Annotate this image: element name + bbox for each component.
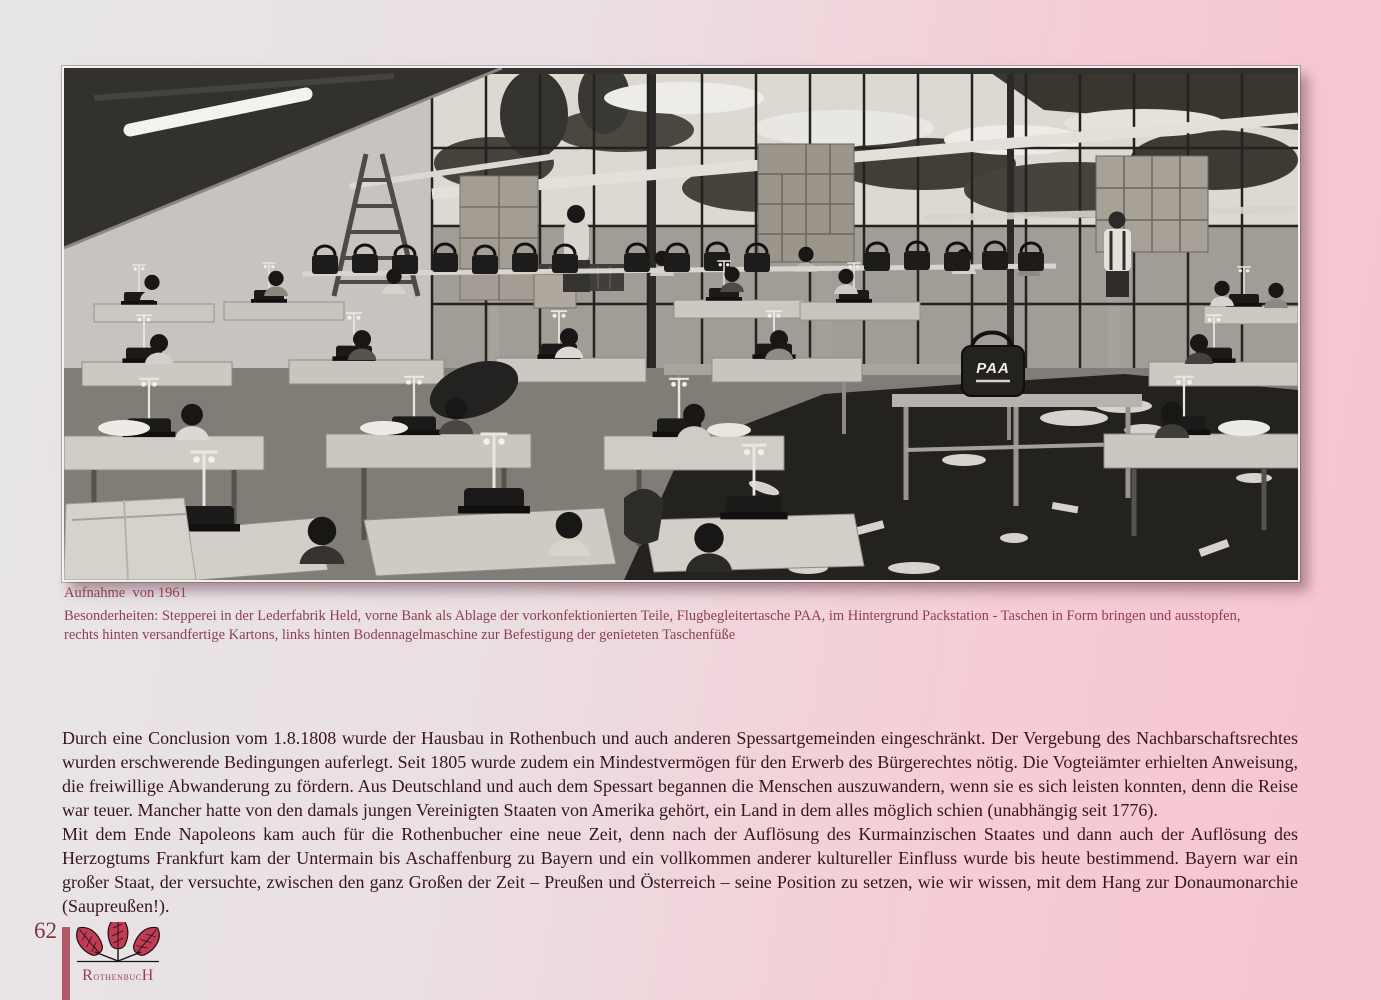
caption-line: Besonderheiten: Stepperei in der Lederfabrik Held, vorne Bank als Ablage der vorkonfektionierten Teile, Flugbegleitertasche PAA, im Hintergrund Packstation - Taschen in Form bringen und ausstopfen, bbox=[64, 607, 1241, 624]
page-number: 62 bbox=[34, 918, 57, 943]
paa-bag-label: PAA bbox=[976, 360, 1010, 377]
paragraph-napoleon-bayern: Mit dem Ende Napoleons kam auch für die Rothenbucher eine neue Zeit, denn nach der Auflösung des Kurmainzischen Staates und dann auch der Auflösung des Herzogtums Frankfurt kam der Untermain bis Aschaffenburg zu Bayern und ein vollkommen anderer kultureller Einfluss wurde bis heute bestimmend. Bayern war ein großer Staat, der versuchte, zwischen den ganz Großen der Zeit – Preußen und Österreich – seine Position zu setzen, wie wir wissen, mit dem Hang zur Donaumonarchie (Saupreußen!). bbox=[62, 824, 1298, 916]
factory-photo-art bbox=[64, 68, 1298, 580]
factory-photo bbox=[62, 66, 1300, 582]
caption-line: rechts hinten versandfertige Kartons, links hinten Bodennagelmaschine zur Befestigung der genieteten Taschenfüße bbox=[64, 627, 736, 643]
beech-leaves-icon bbox=[76, 922, 160, 964]
open-carton bbox=[64, 498, 196, 580]
paragraph-conclusion-1808: Durch eine Conclusion vom 1.8.1808 wurde der Hausbau in Rothenbuch und auch anderen Spessartgemeinden eingeschränkt. Der Vergebung des Nachbarschaftsrechtes wurden erschwerende Bedingungen auferlegt. Seit 1805 wurde zudem ein Mindestvermögen für den Erwerb des Bürgerechtes nötig. Die Vogteiämter erhielten Anweisung, die freiwillige Abwanderung zu fördern. Aus Deutschland und auch dem Spessart begannen die Menschen auszuwandern, wenn sie es sich leisten konnten, denn die Reise war teuer. Mancher hatte von den damals jungen Vereinigten Staaten von Amerika gehört, ein Land in dem alles möglich schien (unabhängig seit 1776). bbox=[62, 728, 1298, 820]
rothenbuch-logo bbox=[72, 922, 164, 984]
carton-stack bbox=[758, 144, 854, 262]
logo-wordmark bbox=[72, 969, 164, 984]
logo-wordmark-final: H bbox=[141, 967, 154, 984]
chair bbox=[624, 489, 664, 544]
photo-caption bbox=[64, 584, 1308, 646]
footer-accent-bar bbox=[62, 927, 70, 1000]
logo-wordmark-initial: R bbox=[82, 967, 94, 984]
body-text bbox=[62, 726, 1298, 918]
caption-title: Aufnahme von 1961 bbox=[64, 585, 187, 601]
logo-wordmark-middle: othenbuc bbox=[93, 971, 142, 983]
